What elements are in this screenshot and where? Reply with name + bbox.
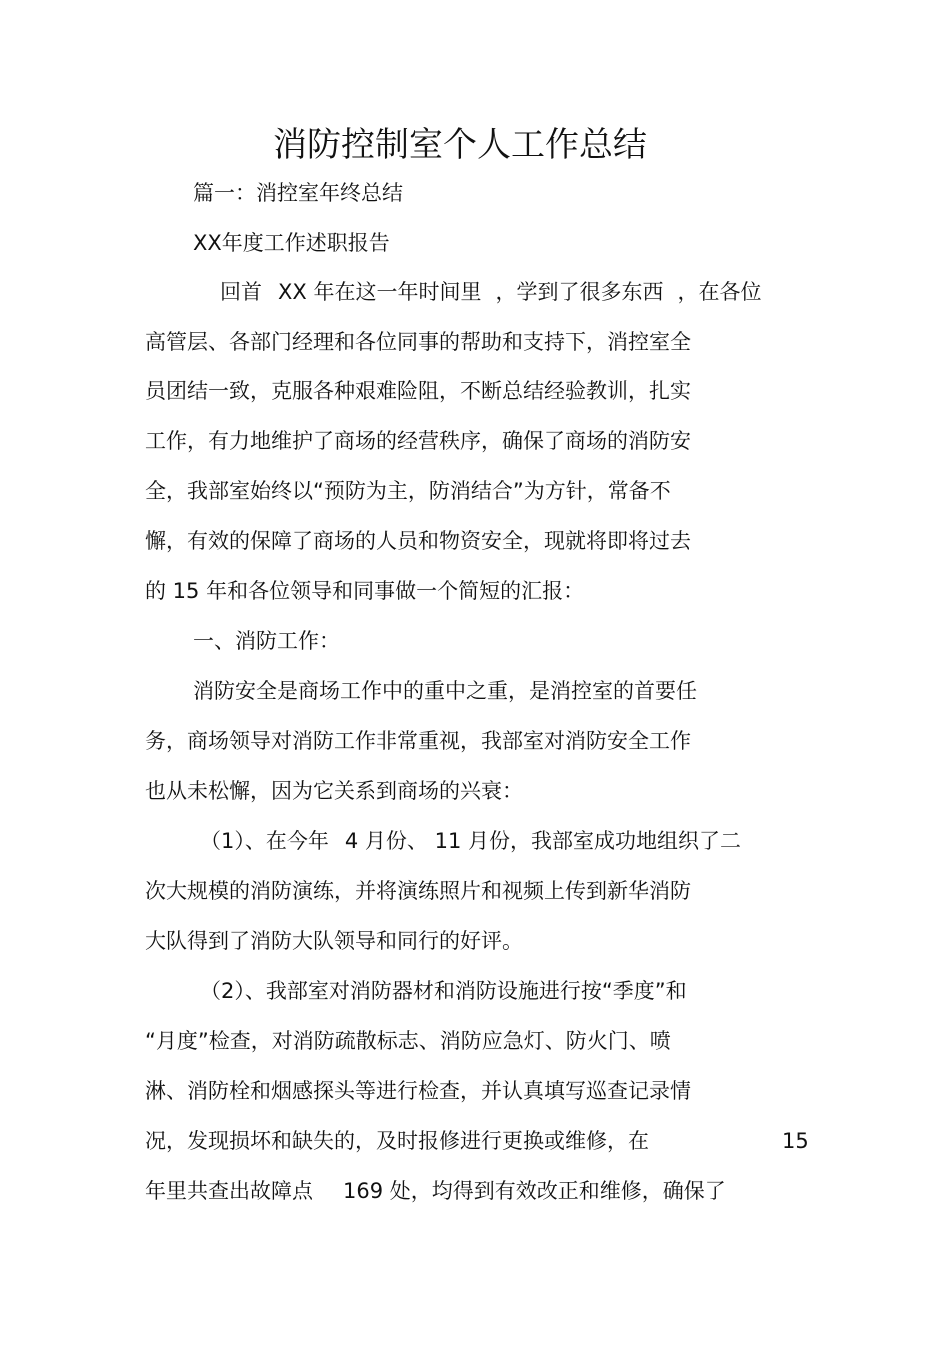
item1-line1-part1: （1）、在今年 (200, 829, 329, 853)
para1-line1-part1: 回首 (220, 280, 262, 304)
para1-line2: 高管层、各部门经理和各位同事的帮助和支持下，消控室全 (145, 330, 691, 354)
subheading-fire-work: 一、消防工作： (193, 629, 340, 653)
para1-line5: 全，我部室始终以“预防为主，防消结合”为方针，常备不 (145, 479, 671, 503)
para2-line1: 消防安全是商场工作中的重中之重，是消控室的首要任 (193, 679, 697, 703)
para2-line2: 务，商场领导对消防工作非常重视，我部室对消防安全工作 (145, 729, 691, 753)
item2-line2: “月度”检查，对消防疏散标志、消防应急灯、防火门、喷 (145, 1029, 671, 1053)
report-title: XX年度工作述职报告 (193, 231, 390, 255)
item1-line1 (200, 826, 741, 856)
para1-line1 (220, 277, 761, 307)
para1-line3: 员团结一致，克服各种艰难险阻，不断总结经验教训，扎实 (145, 379, 691, 403)
item1-line3: 大队得到了消防大队领导和同行的好评。 (145, 929, 523, 953)
para2-line3: 也从未松懈，因为它关系到商场的兴衰： (145, 779, 523, 803)
item2-line5-part2: 169 处，均得到有效改正和维修，确保了 (343, 1179, 726, 1203)
item1-line1-part2: 4 月份、 11 月份，我部室成功地组织了二 (344, 829, 741, 853)
para1-line1-part3: ，学到了很多东西 (495, 280, 664, 304)
para1-line1-part2: XX 年在这一年时间里 (278, 280, 482, 304)
item2-line3: 淋、消防栓和烟感探头等进行检查，并认真填写巡查记录情 (145, 1079, 691, 1103)
para1-line4: 工作，有力地维护了商场的经营秩序，确保了商场的消防安 (145, 429, 691, 453)
para1-line1-part4: ，在各位 (677, 280, 762, 304)
item2-line5 (145, 1176, 726, 1206)
para1-line7: 的 15 年和各位领导和同事做一个简短的汇报： (145, 579, 585, 603)
para1-line6: 懈，有效的保障了商场的人员和物资安全，现就将即将过去 (145, 529, 691, 553)
item2-line4: 况，发现损坏和缺失的，及时报修进行更换或维修，在 (145, 1129, 649, 1153)
item2-line1: （2）、我部室对消防器材和消防设施进行按“季度”和 (200, 979, 687, 1003)
section-heading: 篇一：消控室年终总结 (193, 181, 403, 205)
item1-line2: 次大规模的消防演练，并将演练照片和视频上传到新华消防 (145, 879, 691, 903)
item2-line5-part1: 年里共查出故障点 (145, 1179, 313, 1203)
document-title: 消防控制室个人工作总结 (273, 125, 647, 165)
item2-line4-number: 15 (782, 1129, 809, 1153)
